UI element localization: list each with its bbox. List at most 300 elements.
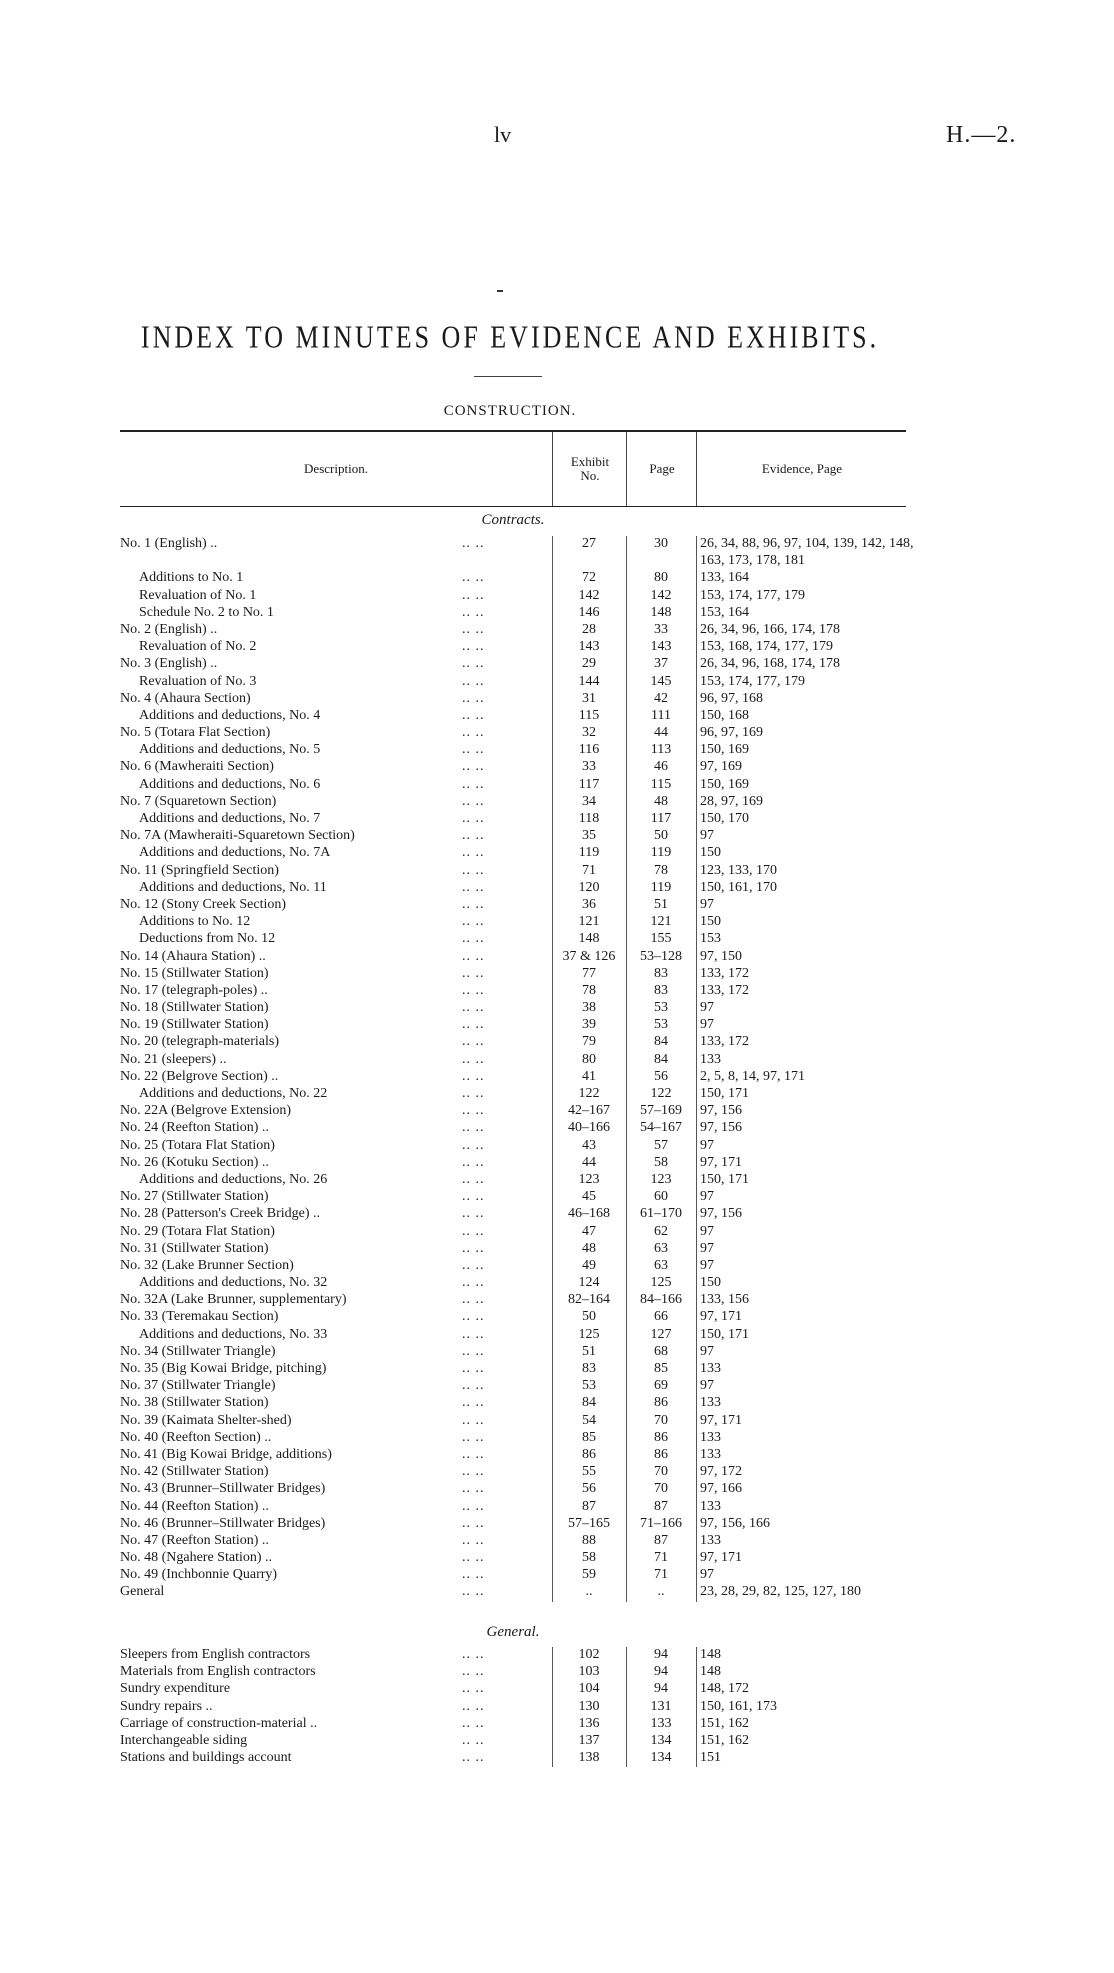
row-page: 122	[650, 1086, 672, 1102]
leader-dots: .. ..	[462, 1464, 485, 1480]
leader-dots: .. ..	[462, 1257, 485, 1273]
row-exhibit-no: 136	[578, 1715, 600, 1731]
row-page: 70	[654, 1481, 668, 1497]
row-description: No. 38 (Stillwater Station)	[120, 1395, 269, 1411]
row-evidence-pages: 97, 172	[700, 1464, 742, 1480]
header-description: Description.	[304, 460, 368, 476]
row-evidence-pages: 133, 172	[700, 1034, 749, 1050]
row-description: No. 41 (Big Kowai Bridge, additions)	[120, 1446, 332, 1462]
leader-dots: .. ..	[462, 1532, 485, 1548]
leader-dots: .. ..	[462, 879, 485, 895]
table-row	[120, 1068, 920, 1085]
table-row	[120, 1715, 920, 1732]
row-evidence-pages: 97, 156	[700, 1120, 742, 1136]
leader-dots: .. ..	[462, 1715, 485, 1731]
row-evidence-pages: 153, 168, 174, 177, 179	[700, 639, 833, 655]
table-row	[120, 776, 920, 793]
row-description: No. 29 (Totara Flat Station)	[120, 1223, 275, 1239]
row-page: 61–170	[640, 1206, 682, 1222]
row-page: 60	[654, 1189, 668, 1205]
row-evidence-pages: 97, 156	[700, 1103, 742, 1119]
row-description: No. 15 (Stillwater Station)	[120, 965, 269, 981]
row-exhibit-no: 47	[582, 1223, 596, 1239]
row-exhibit-no: 84	[582, 1395, 596, 1411]
row-description: Deductions from No. 12	[139, 931, 276, 947]
row-page: 46	[654, 759, 668, 775]
leader-dots: .. ..	[462, 1275, 485, 1291]
row-exhibit-no: 71	[582, 862, 596, 878]
column-rule-evidence-general	[696, 1647, 697, 1767]
header-evidence: Evidence, Page	[696, 432, 907, 506]
row-page: 66	[654, 1309, 668, 1325]
row-page: 78	[654, 862, 668, 878]
table-row	[120, 1412, 920, 1429]
row-evidence-pages: 148	[700, 1647, 721, 1662]
row-page: 57–169	[640, 1103, 682, 1119]
row-exhibit-no: 115	[578, 707, 600, 723]
leader-dots: .. ..	[462, 690, 485, 706]
leader-dots: .. ..	[462, 639, 485, 655]
table-row	[120, 1480, 920, 1497]
row-exhibit-no: 37 & 126	[562, 948, 616, 964]
row-evidence-pages: 97	[700, 1240, 714, 1256]
leader-dots: .. ..	[462, 1567, 485, 1583]
row-exhibit-no: 49	[582, 1257, 596, 1273]
leader-dots: .. ..	[462, 1647, 485, 1662]
row-page: 50	[654, 828, 668, 844]
table-row	[120, 690, 920, 707]
row-evidence-pages: 151, 162	[700, 1715, 749, 1731]
row-description: Additions and deductions, No. 7	[139, 811, 321, 827]
row-description: Additions and deductions, No. 26	[139, 1171, 328, 1187]
row-evidence-pages: 123, 133, 170	[700, 862, 777, 878]
leader-dots: .. ..	[462, 1326, 485, 1342]
table-row	[120, 604, 920, 621]
row-exhibit-no: 34	[582, 793, 596, 809]
leader-dots: .. ..	[462, 931, 485, 947]
row-page: 111	[651, 707, 671, 723]
leader-dots: .. ..	[462, 1309, 485, 1325]
header-page: Page	[626, 432, 697, 506]
row-exhibit-no: 104	[578, 1681, 600, 1697]
row-exhibit-no: 122	[578, 1086, 600, 1102]
row-exhibit-no: 40–166	[568, 1120, 610, 1136]
row-page: 63	[654, 1240, 668, 1256]
general-list	[120, 1646, 920, 1766]
row-evidence-pages: 151, 162	[700, 1732, 749, 1748]
row-description: No. 12 (Stony Creek Section)	[120, 896, 287, 912]
table-row	[120, 793, 920, 810]
table-row	[120, 741, 920, 758]
row-page: 58	[654, 1154, 668, 1170]
table-row	[120, 879, 920, 896]
leader-dots: .. ..	[462, 1189, 485, 1205]
row-description: No. 48 (Ngahere Station) ..	[120, 1550, 273, 1566]
row-exhibit-no: 87	[582, 1498, 596, 1514]
row-page: 127	[650, 1326, 672, 1342]
row-evidence-pages: 150, 168	[700, 707, 749, 723]
row-page: 121	[650, 914, 672, 930]
row-evidence-pages: 150, 171	[700, 1086, 749, 1102]
row-description: No. 25 (Totara Flat Station)	[120, 1137, 275, 1153]
row-exhibit-no: 44	[582, 1154, 596, 1170]
row-page: 87	[654, 1532, 668, 1548]
row-page: 42	[654, 690, 668, 706]
row-page: 131	[650, 1698, 672, 1714]
row-page: 94	[654, 1681, 668, 1697]
row-page: 70	[654, 1464, 668, 1480]
row-description: Additions and deductions, No. 6	[139, 776, 321, 792]
row-page: 62	[654, 1223, 668, 1239]
row-description: Sleepers from English contractors	[120, 1647, 311, 1662]
row-page: 80	[654, 570, 668, 586]
leader-dots: .. ..	[462, 811, 485, 827]
table-row	[120, 1016, 920, 1033]
table-row	[120, 1223, 920, 1240]
row-exhibit-no: 41	[582, 1068, 596, 1084]
row-exhibit-no: 45	[582, 1189, 596, 1205]
row-evidence-pages: 97, 169	[700, 759, 742, 775]
row-description: Materials from English contractors	[120, 1664, 316, 1680]
row-description: No. 28 (Patterson's Creek Bridge) ..	[120, 1206, 321, 1222]
leader-dots: .. ..	[462, 673, 485, 689]
leader-dots: .. ..	[462, 1361, 485, 1377]
row-page: 70	[654, 1412, 668, 1428]
row-description: No. 27 (Stillwater Station)	[120, 1189, 269, 1205]
row-description: Additions and deductions, No. 5	[139, 742, 321, 758]
leader-dots: .. ..	[462, 1051, 485, 1067]
row-evidence-pages: 133	[700, 1395, 721, 1411]
row-description: No. 39 (Kaimata Shelter-shed)	[120, 1412, 292, 1428]
leader-dots: .. ..	[462, 536, 485, 551]
table-row	[120, 810, 920, 827]
row-description: No. 32 (Lake Brunner Section)	[120, 1257, 294, 1273]
row-description: No. 19 (Stillwater Station)	[120, 1017, 269, 1033]
table-row	[120, 1732, 920, 1749]
row-page: 155	[650, 931, 672, 947]
table-row	[120, 1680, 920, 1697]
table-row	[120, 1360, 920, 1377]
row-description: No. 18 (Stillwater Station)	[120, 1000, 269, 1016]
row-evidence-pages: 150, 170	[700, 811, 749, 827]
row-exhibit-no: 54	[582, 1412, 596, 1428]
leader-dots: .. ..	[462, 1206, 485, 1222]
row-description: No. 37 (Stillwater Triangle)	[120, 1378, 276, 1394]
row-evidence-pages: 97, 171	[700, 1412, 742, 1428]
row-page: 30	[654, 536, 668, 551]
leader-dots: .. ..	[462, 707, 485, 723]
row-exhibit-no: 138	[578, 1750, 600, 1766]
table-header	[120, 430, 906, 507]
leader-dots: .. ..	[462, 1240, 485, 1256]
row-exhibit-no: 46–168	[568, 1206, 610, 1222]
table-row	[120, 999, 920, 1016]
leader-dots: .. ..	[462, 1395, 485, 1411]
row-page: 148	[650, 604, 672, 620]
table-row	[120, 1257, 920, 1274]
leader-dots: .. ..	[462, 793, 485, 809]
row-description: Sundry repairs ..	[120, 1698, 213, 1714]
row-page: 115	[650, 776, 672, 792]
row-exhibit-no: 79	[582, 1034, 596, 1050]
row-evidence-pages: 2, 5, 8, 14, 97, 171	[700, 1068, 805, 1084]
leader-dots: .. ..	[462, 1412, 485, 1428]
row-page: 69	[654, 1378, 668, 1394]
leader-dots: .. ..	[462, 621, 485, 637]
row-page: 56	[654, 1068, 668, 1084]
row-page: 142	[650, 587, 672, 603]
contracts-list	[120, 535, 920, 1601]
row-description: No. 32A (Lake Brunner, supplementary)	[120, 1292, 347, 1308]
row-evidence-pages: 97	[700, 1378, 714, 1394]
row-evidence-pages: 150	[700, 1275, 721, 1291]
row-exhibit-no: 59	[582, 1567, 596, 1583]
row-evidence-pages: 97	[700, 1567, 714, 1583]
table-row	[120, 1566, 920, 1583]
table-row	[120, 655, 920, 672]
table-row	[120, 1646, 920, 1663]
table-row	[120, 1240, 920, 1257]
row-evidence-pages: 97	[700, 828, 714, 844]
row-page: 86	[654, 1446, 668, 1462]
leader-dots: .. ..	[462, 982, 485, 998]
row-evidence-pages: 96, 97, 168	[700, 690, 763, 706]
row-evidence-pages: 133	[700, 1532, 721, 1548]
row-page: 94	[654, 1664, 668, 1680]
table-row	[120, 1394, 920, 1411]
row-evidence-pages: 26, 34, 96, 168, 174, 178	[700, 656, 840, 672]
leader-dots: .. ..	[462, 1681, 485, 1697]
row-exhibit-no: 72	[582, 570, 596, 586]
row-exhibit-no: 102	[578, 1647, 600, 1662]
row-evidence-pages: 97	[700, 1257, 714, 1273]
row-description: No. 5 (Totara Flat Section)	[120, 725, 271, 741]
row-evidence-pages: 133	[700, 1498, 721, 1514]
table-row	[120, 965, 920, 982]
row-page: 63	[654, 1257, 668, 1273]
leader-dots: .. ..	[462, 1120, 485, 1136]
row-page: 53	[654, 1017, 668, 1033]
table-row	[120, 1698, 920, 1715]
leader-dots: .. ..	[462, 965, 485, 981]
table-row	[120, 1549, 920, 1566]
row-evidence-pages: 97, 150	[700, 948, 742, 964]
row-description: Schedule No. 2 to No. 1	[139, 604, 274, 620]
leader-dots: .. ..	[462, 1154, 485, 1170]
leader-dots: .. ..	[462, 1103, 485, 1119]
leader-dots: .. ..	[462, 1017, 485, 1033]
row-exhibit-no: 143	[578, 639, 600, 655]
row-evidence-pages: 150, 169	[700, 776, 749, 792]
table-row	[120, 1446, 920, 1463]
row-page: 125	[650, 1275, 672, 1291]
row-description: No. 49 (Inchbonnie Quarry)	[120, 1567, 278, 1583]
row-exhibit-no: 31	[582, 690, 596, 706]
row-page: 87	[654, 1498, 668, 1514]
leader-dots: .. ..	[462, 1481, 485, 1497]
column-rule-exhibit-general	[552, 1647, 553, 1767]
table-row	[120, 1429, 920, 1446]
table-row	[120, 1663, 920, 1680]
leader-dots: .. ..	[462, 1664, 485, 1680]
row-exhibit-no: 130	[578, 1698, 600, 1714]
row-exhibit-no: 144	[578, 673, 600, 689]
row-evidence-pages: 97, 166	[700, 1481, 742, 1497]
row-description: Additions to No. 1	[139, 570, 244, 586]
table-row	[120, 982, 920, 999]
table-row	[120, 844, 920, 861]
leader-dots: .. ..	[462, 948, 485, 964]
row-exhibit-no: 83	[582, 1361, 596, 1377]
row-evidence-pages: 150	[700, 845, 721, 861]
row-evidence-pages: 133, 172	[700, 982, 749, 998]
row-evidence-pages: 133	[700, 1429, 721, 1445]
row-page: 86	[654, 1429, 668, 1445]
row-description: No. 4 (Ahaura Section)	[120, 690, 251, 706]
row-page: 54–167	[640, 1120, 682, 1136]
row-description: Revaluation of No. 2	[139, 639, 257, 655]
row-exhibit-no: 35	[582, 828, 596, 844]
table-row	[120, 638, 920, 655]
row-exhibit-no: 103	[578, 1664, 600, 1680]
leader-dots: .. ..	[462, 896, 485, 912]
row-exhibit-no: 50	[582, 1309, 596, 1325]
page-reference: H.—2.	[946, 122, 1017, 148]
leader-dots: .. ..	[462, 1068, 485, 1084]
table-row	[120, 758, 920, 775]
row-description: No. 3 (English) ..	[120, 656, 218, 672]
row-description: Additions and deductions, No. 32	[139, 1275, 328, 1291]
row-exhibit-no: 39	[582, 1017, 596, 1033]
row-evidence-pages: 97	[700, 1223, 714, 1239]
row-exhibit-no: 119	[578, 845, 600, 861]
row-description: Interchangeable siding	[120, 1732, 248, 1748]
row-evidence-pages: 133, 172	[700, 965, 749, 981]
section-subtitle: CONSTRUCTION.	[443, 403, 577, 419]
row-evidence-pages: 97, 171	[700, 1550, 742, 1566]
row-description: No. 42 (Stillwater Station)	[120, 1464, 269, 1480]
leader-dots: .. ..	[462, 1429, 485, 1445]
leader-dots: .. ..	[462, 845, 485, 861]
row-evidence-pages: 148	[700, 1664, 721, 1680]
row-exhibit-no: 43	[582, 1137, 596, 1153]
row-description: No. 34 (Stillwater Triangle)	[120, 1343, 276, 1359]
row-evidence-pages: 133, 156	[700, 1292, 749, 1308]
row-page: 84–166	[640, 1292, 682, 1308]
row-description: No. 24 (Reefton Station) ..	[120, 1120, 269, 1136]
row-exhibit-no: 146	[578, 604, 600, 620]
row-exhibit-no: 58	[582, 1550, 596, 1566]
row-evidence-pages: 133	[700, 1361, 721, 1377]
leader-dots: .. ..	[462, 914, 485, 930]
row-exhibit-no: 88	[582, 1532, 596, 1548]
row-page: 85	[654, 1361, 668, 1377]
row-exhibit-no: 82–164	[568, 1292, 610, 1308]
row-description: No. 7 (Squaretown Section)	[120, 793, 277, 809]
row-page: 44	[654, 725, 668, 741]
leader-dots: .. ..	[462, 1515, 485, 1531]
row-exhibit-no: 78	[582, 982, 596, 998]
row-page: 83	[654, 982, 668, 998]
row-evidence-pages: 150, 161, 170	[700, 879, 777, 895]
table-row	[120, 1205, 920, 1222]
row-exhibit-no: 116	[578, 742, 600, 758]
row-exhibit-no: 42–167	[568, 1103, 610, 1119]
table-row	[120, 1154, 920, 1171]
row-page: ..	[657, 1584, 665, 1600]
row-description: No. 17 (telegraph-poles) ..	[120, 982, 268, 998]
row-exhibit-no: 27	[582, 536, 596, 551]
row-description: Stations and buildings account	[120, 1750, 292, 1766]
row-description: Carriage of construction-material ..	[120, 1715, 318, 1731]
leader-dots: .. ..	[462, 1446, 485, 1462]
row-exhibit-no: 77	[582, 965, 596, 981]
row-page: 84	[654, 1034, 668, 1050]
table-row	[120, 1749, 920, 1766]
row-description: No. 31 (Stillwater Station)	[120, 1240, 269, 1256]
row-exhibit-no: 137	[578, 1732, 600, 1748]
row-description: No. 43 (Brunner–Stillwater Bridges)	[120, 1481, 326, 1497]
leader-dots: .. ..	[462, 1732, 485, 1748]
row-exhibit-no: 117	[578, 776, 600, 792]
leader-dots: .. ..	[462, 1034, 485, 1050]
leader-dots: .. ..	[462, 1343, 485, 1359]
row-exhibit-no: 80	[582, 1051, 596, 1067]
row-exhibit-no: 36	[582, 896, 596, 912]
row-page: 57	[654, 1137, 668, 1153]
row-page: 84	[654, 1051, 668, 1067]
row-description: Additions and deductions, No. 7A	[139, 845, 331, 861]
row-description: No. 6 (Mawheraiti Section)	[120, 759, 274, 775]
page-number: lv	[494, 122, 512, 147]
row-evidence-pages: 151	[700, 1750, 721, 1766]
leader-dots: .. ..	[462, 1584, 485, 1600]
leader-dots: .. ..	[462, 1292, 485, 1308]
row-page: 123	[650, 1171, 672, 1187]
table-row	[120, 827, 920, 844]
row-evidence-pages: 150, 171	[700, 1171, 749, 1187]
column-rule-exhibit	[552, 536, 553, 1602]
leader-dots: .. ..	[462, 742, 485, 758]
row-evidence-pages: 153, 164	[700, 604, 749, 620]
row-evidence-pages: 153, 174, 177, 179	[700, 587, 805, 603]
row-page: 117	[650, 811, 672, 827]
leader-dots: .. ..	[462, 759, 485, 775]
table-row	[120, 724, 920, 741]
row-evidence-pages: 23, 28, 29, 82, 125, 127, 180	[700, 1584, 861, 1600]
table-row	[120, 1188, 920, 1205]
row-exhibit-no: 28	[582, 621, 596, 637]
row-description: No. 47 (Reefton Station) ..	[120, 1532, 269, 1548]
row-exhibit-no: 123	[578, 1171, 600, 1187]
table-row	[120, 1343, 920, 1360]
table-row	[120, 569, 920, 586]
row-description: No. 40 (Reefton Section) ..	[120, 1429, 272, 1445]
table-row	[120, 1498, 920, 1515]
row-exhibit-no: ..	[585, 1584, 593, 1600]
leader-dots: .. ..	[462, 862, 485, 878]
row-page: 51	[654, 896, 668, 912]
row-description: Additions to No. 12	[139, 914, 251, 930]
row-page: 119	[650, 845, 672, 861]
table-row	[120, 1051, 920, 1068]
row-exhibit-no: 125	[578, 1326, 600, 1342]
row-description: No. 20 (telegraph-materials)	[120, 1034, 279, 1050]
table-row	[120, 1033, 920, 1050]
row-evidence-pages: 28, 97, 169	[700, 793, 763, 809]
row-description: No. 14 (Ahaura Station) ..	[120, 948, 266, 964]
row-description: No. 21 (sleepers) ..	[120, 1051, 227, 1067]
